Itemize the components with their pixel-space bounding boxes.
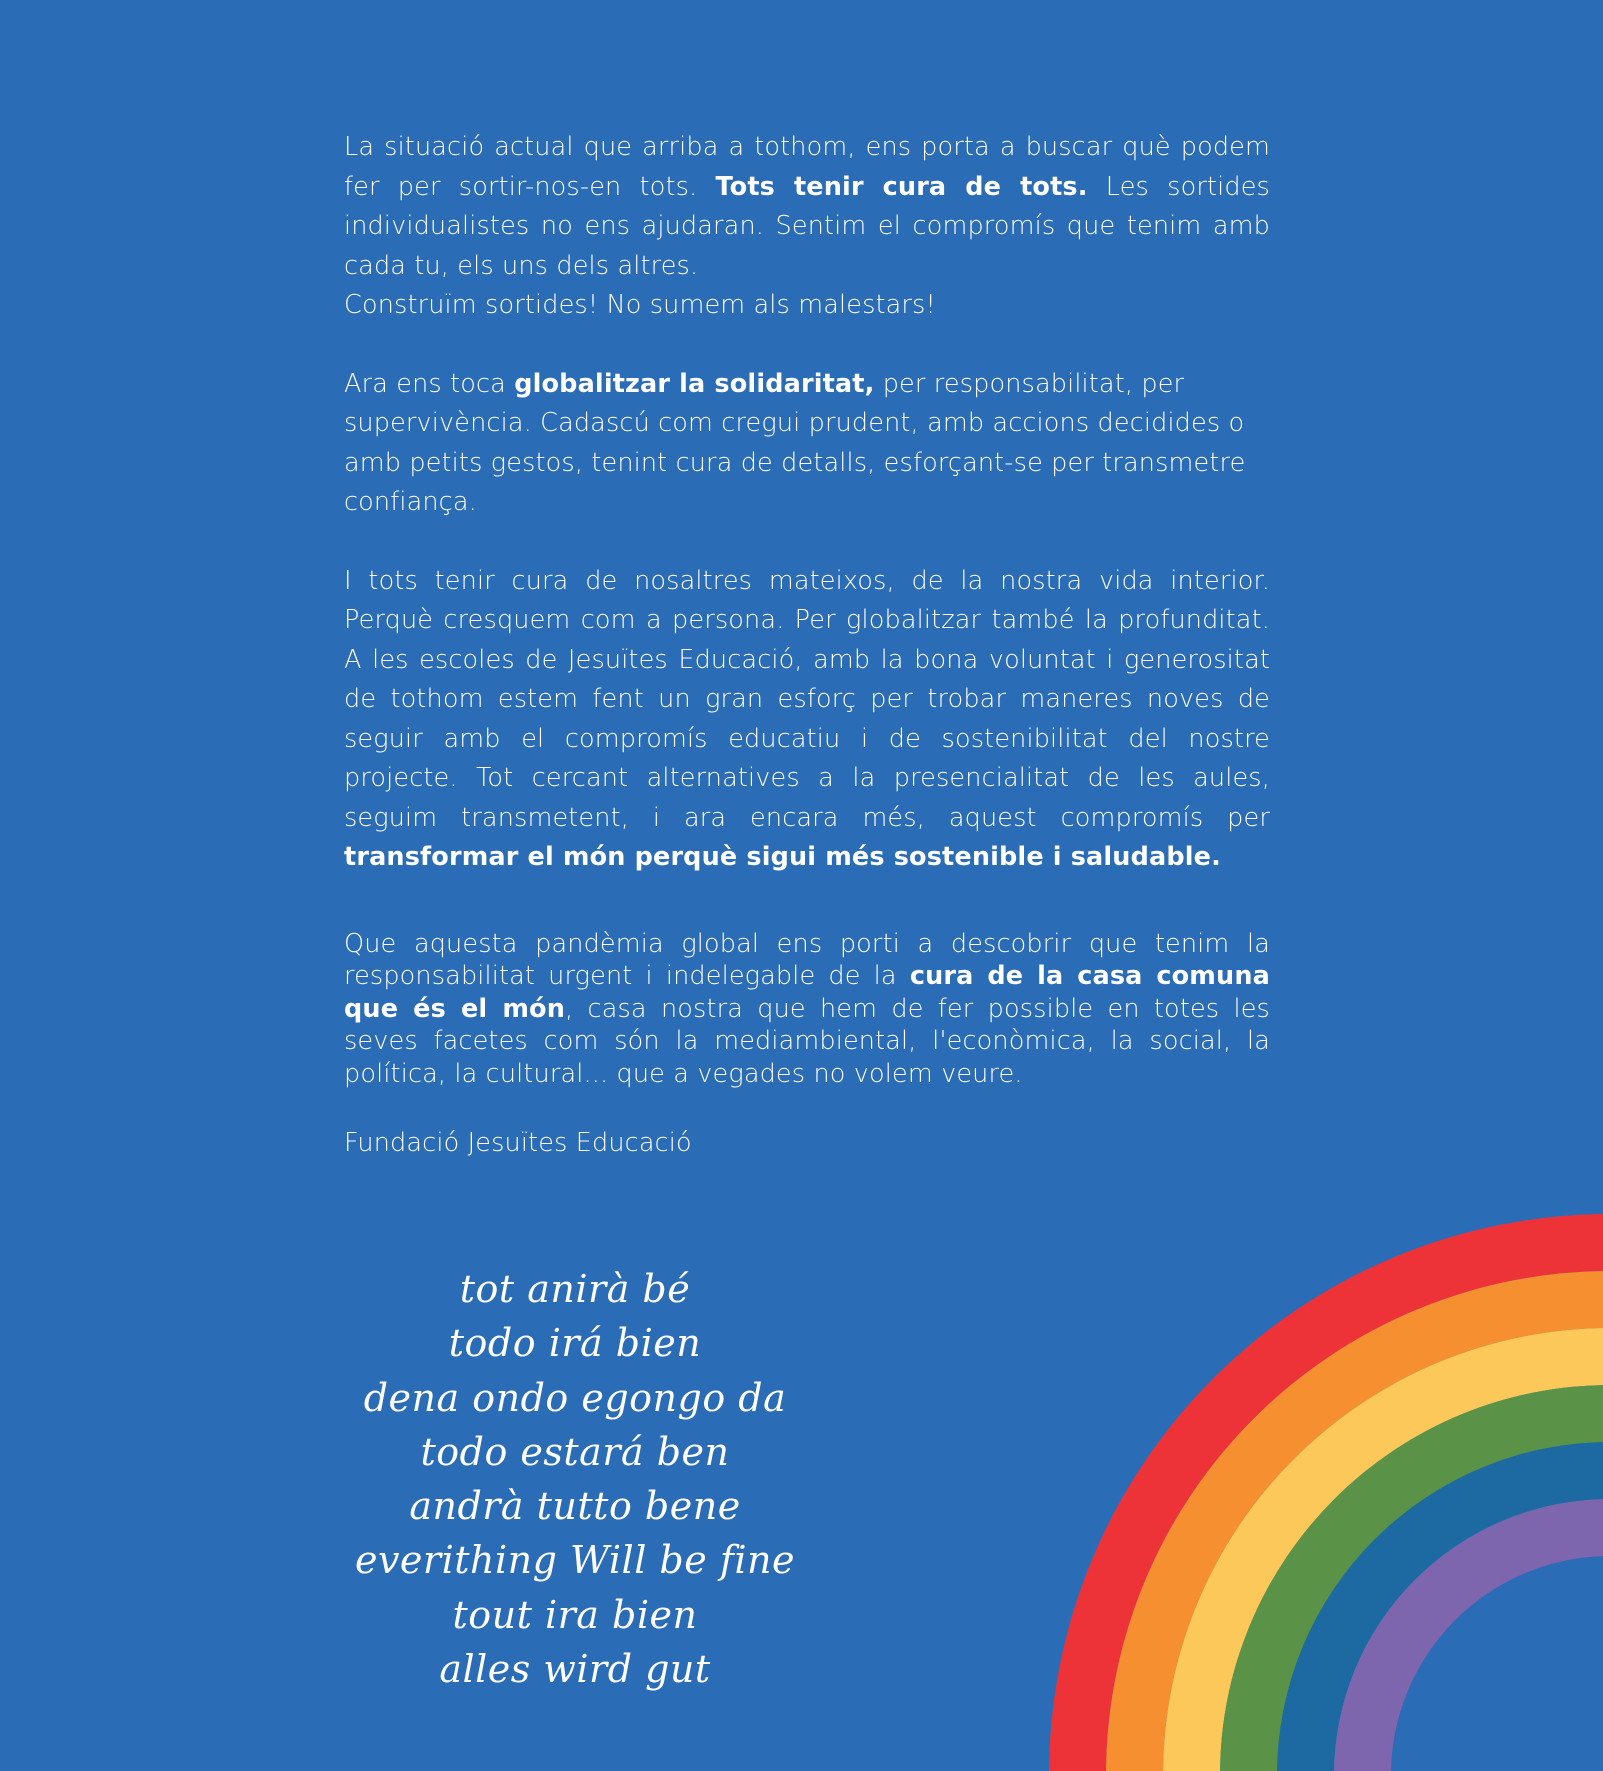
slogan-catalan: tot anirà bé (459, 1267, 691, 1311)
paragraph-1 (344, 128, 1270, 326)
paragraph-4-bold: cura de la casa comuna que és el món (344, 961, 1270, 1024)
paragraph-1-text-a: La situació actual que arriba a tothom, ens porta a buscar què podem fer per sortir-nos-en tots. (344, 132, 1270, 202)
signature: Fundació Jesuïtes Educació (344, 1128, 692, 1158)
rainbow-band-purple (1334, 1499, 1603, 1771)
slogan-spanish: todo irá bien (448, 1321, 702, 1366)
paragraph-2 (344, 365, 1270, 523)
slogan-galician: todo estará ben (420, 1429, 730, 1474)
slogan-basque: dena ondo egongo da (363, 1375, 787, 1420)
paragraph-3-bold: transformar el món perquè sigui més sostenible i saludable. (344, 842, 1221, 872)
paragraph-1-main (344, 128, 1270, 286)
paragraph-2-text-b: per responsabilitat, per supervivència. Cadascú com cregui prudent, amb accions decidides o amb petits gestos, tenint cura de detalls, esforçant-se per transmetre confiança. (344, 368, 1246, 517)
rainbow-band-red (1049, 1214, 1603, 1771)
rainbow-band-yellow (1163, 1328, 1603, 1771)
slogan-german: alles wird gut (439, 1647, 711, 1692)
paragraph-4-text-b: , casa nostra que hem de fer possible en totes les seves facetes com són la mediambiental, l'econòmica, la social, la política, la cultural... que a vegades no volem veure. (344, 993, 1270, 1089)
paragraph-4 (344, 928, 1270, 1091)
slogan-italian: andrà tutto bene (409, 1484, 741, 1529)
paragraph-2-bold: globalitzar la solidaritat, (514, 368, 875, 399)
paragraph-3-text-a: I tots tenir cura de nosaltres mateixos, de la nostra vida interior. Perquè cresquem com a persona. Per globalitzar també la profunditat. A les escoles de Jesuïtes Educació, amb la bona voluntat i generositat de tothom estem fent un gran esforç per trobar maneres noves de seguir amb el compromís educatiu i de sostenibilitat del nostre projecte. Tot cercant alternatives a la presencialitat de les aules, seguim transmetent, i ara encara més, aquest compromís per (344, 565, 1270, 833)
paragraph-1-text-b: Les sortides individualistes no ens ajudaran. Sentim el compromís que tenim amb cada tu, els uns dels altres. (344, 171, 1270, 281)
paragraph-1-bold: Tots tenir cura de tots. (715, 171, 1088, 202)
paragraph-3 (344, 562, 1270, 878)
rainbow-band-green (1220, 1385, 1603, 1771)
slogan-french: tout ira bien (452, 1592, 698, 1637)
paragraph-2-text-a: Ara ens toca (344, 368, 515, 399)
rainbow-band-orange (1106, 1271, 1603, 1771)
rainbow-band-blue (1277, 1442, 1603, 1771)
slogan-list (330, 1262, 820, 1696)
slogan-english: everithing Will be fine (354, 1538, 796, 1583)
paragraph-4-text-a: Que aquesta pandèmia global ens porti a descobrir que tenim la responsabilitat urgent i indelegable de la (344, 928, 1270, 991)
paragraph-1-closing-line: Construïm sortides! No sumem als malestars! (344, 290, 936, 320)
letter-body (344, 128, 1270, 1164)
